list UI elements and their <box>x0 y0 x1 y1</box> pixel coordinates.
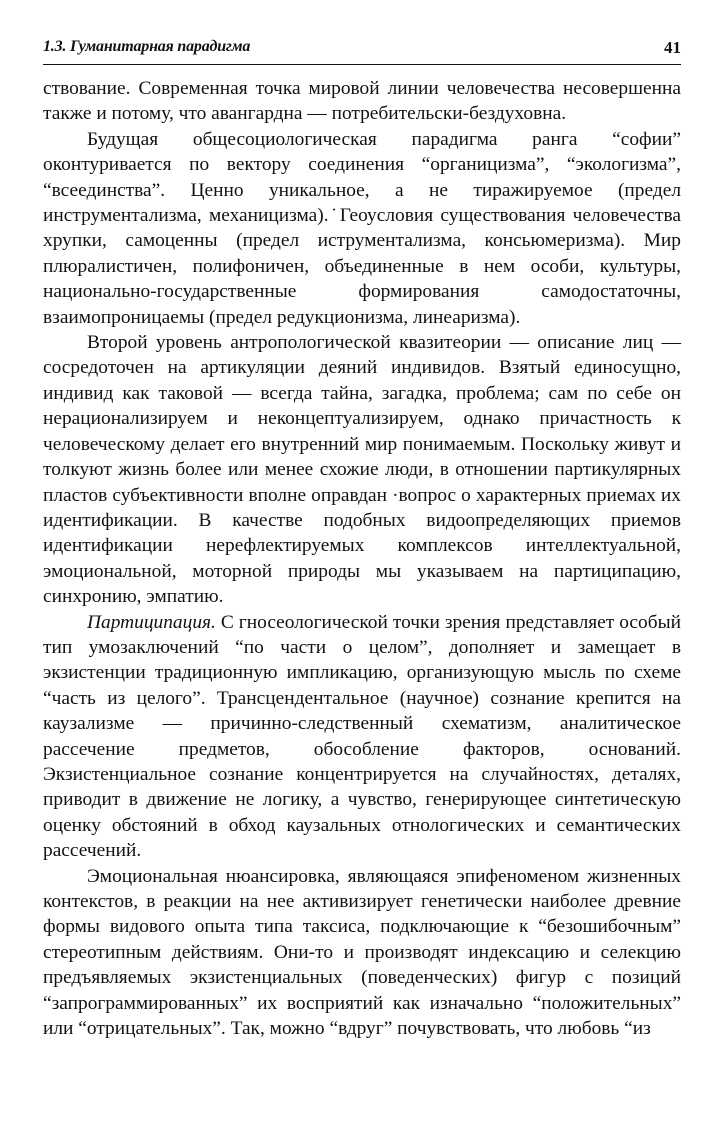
paragraph-participation-text: С гносеологической точки зрения представляет особый тип умозаключений “по части о целом”, дополняет и замещает в экзистенции традиционную импликацию, организующую мысль по схеме “часть из целого”. Трансцендентальное (научное) сознание крепится на каузализме — причинно-следственный схематизм, аналитическое рассечение предметов, обособление факторов, оснований. Экзистенциальное сознание концентрируется на случайностях, деталях, приводит в движение не логику, а чувство, генерирующее синтетическую оценку обстояний в обход каузальных отнологических и семантических рассечений. <box>43 611 681 862</box>
body-text <box>43 76 681 1041</box>
page-header <box>43 38 681 65</box>
term-participation: Партиципация. <box>87 611 216 633</box>
paragraph-continuation: ствование. Современная точка мировой линии человечества несовершенна также и потому, что авангардна — потребительски-бездуховна. <box>43 78 681 125</box>
paragraph-participation <box>43 610 681 864</box>
paragraph-sophia-paradigm: Будущая общесоциологическая парадигма ранга “софии” оконтуривается по вектору соединения “органицизма”, “экологизма”, “всеединства”. Ценно уникальное, а не тиражируемое (предел инструментализма, механицизма).˙Геоусловия существования человечества хрупки, самоценны (предел иструментализма, консьюмеризма). Мир плюралистичен, полифоничен, объединенные в нем особи, культуры, национально-государственные формирования самодостаточны, взаимопроницаемы (предел редукционизма, линеаризма). <box>43 128 681 328</box>
page-number: 41 <box>664 38 681 57</box>
paragraph-second-level: Второй уровень антропологической квазитеории — описание лиц — сосредоточен на артикуляции деяний индивидов. Взятый единосущно, индивид как таковой — всегда тайна, загадка, проблема; сам по себе он нерационализируем и неконцептуализируем, однако причастность к человеческому делает его внутренний мир понимаемым. Поскольку живут и толкуют жизнь более или менее схожие люди, в отношении партикулярных пластов субъективности вполне оправдан ·вопрос о характерных приемах их идентификации. В качестве подобных видоопределяющих приемов идентификации нерефлектируемых комплексов интеллектуальной, эмоциональной, моторной природы мы указываем на партиципацию, синхронию, эмпатию. <box>43 332 681 608</box>
paragraph-emotional-nuance: Эмоциональная нюансировка, являющаяся эпифеноменом жизненных контекстов, в реакции на нее активизирует генетически наиболее древние формы видового опыта типа таксиса, подключающие к “безошибочным” стереотипным действиям. Они-то и производят индексацию и селекцию предъявляемых экзистенциальных (поведенческих) фигур с позиций “запрограммированных” их восприятий как изначально “положительных” или “отрицательных”. Так, можно “вдруг” почувствовать, что любовь “из <box>43 865 681 1040</box>
running-head: 1.3. Гуманитарная парадигма <box>43 38 251 55</box>
